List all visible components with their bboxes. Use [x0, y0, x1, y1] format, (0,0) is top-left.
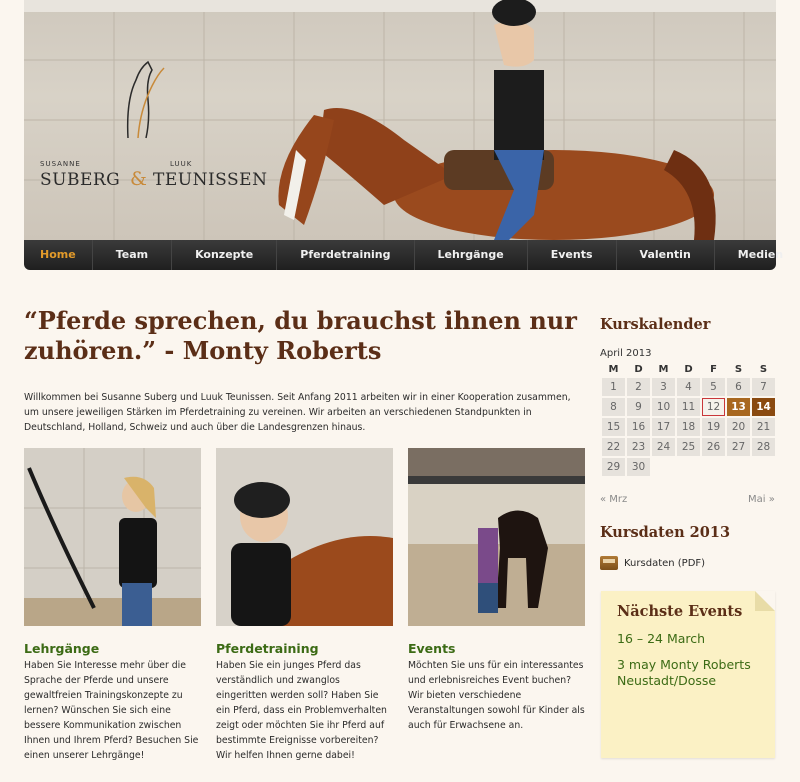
calendar-day[interactable]: 13 — [727, 398, 750, 416]
event-item[interactable]: 16 – 24 March — [617, 631, 706, 646]
calendar-day: 15 — [602, 418, 625, 436]
page-quote: “Pferde sprechen, du brauchst ihnen nur zuhören.” - Monty Roberts — [24, 306, 577, 365]
card-lehrgaenge — [24, 448, 201, 763]
kursdaten-title: Kursdaten 2013 — [600, 524, 731, 541]
intro-text: Willkommen bei Susanne Suberg und Luuk Teunissen. Seit Anfang 2011 arbeiten wir in einer Kooperation zusammen, um unsere jeweiligen Stärken im Pferdetraining zu vereinen. Wir arbeiten an verschiedenen Standpunkten in Deutschland, Holland, Schweiz und auch über die Landesgrenzen hinaus. — [24, 392, 571, 433]
nav-pferdetraining[interactable]: Pferdetraining — [277, 240, 414, 270]
site-logo[interactable] — [40, 60, 268, 200]
next-events-note — [601, 591, 775, 758]
lehrgaenge-photo[interactable] — [24, 448, 201, 626]
calendar-empty-cell — [727, 458, 750, 476]
card-text-pferdetraining: Haben Sie ein junges Pferd das verständlich und zwanglos eingeritten werden soll? Haben Sie ein Pferd, dass ein Problemverhalten zeigt oder möchten Sie ihr Pferd auf bestimmte Ereignisse vorbereiten? Wir helfen Ihnen gerne dabei! — [216, 660, 387, 761]
calendar-day[interactable]: 14 — [752, 398, 775, 416]
calendar-day: 21 — [752, 418, 775, 436]
weekday-header: D — [634, 363, 643, 375]
weekday-header: M — [658, 363, 669, 375]
calendar-day: 11 — [677, 398, 700, 416]
card-text-events: Möchten Sie uns für ein interessantes und erlebnisreiches Event buchen? Wir bieten verschiedene Veranstaltungen sowohl für Kinder als auch für Erwachsene an. — [408, 660, 585, 731]
calendar-day: 9 — [627, 398, 650, 416]
calendar-empty-cell — [677, 458, 700, 476]
calendar-day: 19 — [702, 418, 725, 436]
event-item[interactable]: 3 may Monty Roberts Neustadt/Dosse — [617, 657, 751, 688]
calendar-next-link[interactable]: Mai » — [748, 494, 775, 505]
calendar-day: 26 — [702, 438, 725, 456]
nav-home[interactable]: Home — [24, 240, 93, 270]
card-title-lehrgaenge[interactable]: Lehrgänge — [24, 641, 100, 656]
weekday-header: D — [684, 363, 693, 375]
calendar-day: 27 — [727, 438, 750, 456]
next-events-title: Nächste Events — [617, 603, 743, 620]
card-text-lehrgaenge: Haben Sie Interesse mehr über die Sprache der Pferde und unsere gewaltfreien Trainingskonzepte zu lernen? Wünschen Sie sich eine bessere Kommunikation zwischen Ihnen und Ihrem Pferd? Besuchen Sie einen unserer Lehrgänge! — [24, 660, 199, 761]
calendar-week — [602, 378, 775, 396]
course-calendar — [600, 360, 777, 478]
calendar-empty-cell — [652, 458, 675, 476]
calendar-empty-cell — [702, 458, 725, 476]
calendar-day: 10 — [652, 398, 675, 416]
header-banner — [24, 0, 776, 240]
calendar-day: 30 — [627, 458, 650, 476]
pdf-file-icon — [600, 556, 618, 570]
nav-team[interactable]: Team — [93, 240, 172, 270]
calendar-week — [602, 418, 775, 436]
calendar-day: 23 — [627, 438, 650, 456]
card-events — [408, 448, 585, 733]
card-title-events[interactable]: Events — [408, 641, 456, 656]
events-photo[interactable] — [408, 448, 585, 626]
calendar-prev-link[interactable]: « Mrz — [600, 494, 628, 505]
calendar-empty-cell — [752, 458, 775, 476]
calendar-day: 18 — [677, 418, 700, 436]
pferdetraining-photo[interactable] — [216, 448, 393, 626]
calendar-day: 4 — [677, 378, 700, 396]
calendar-month: April 2013 — [600, 348, 652, 359]
calendar-day: 1 — [602, 378, 625, 396]
calendar-title: Kurskalender — [600, 316, 711, 333]
calendar-day: 28 — [752, 438, 775, 456]
nav-events[interactable]: Events — [528, 240, 617, 270]
calendar-day: 22 — [602, 438, 625, 456]
weekday-header: M — [608, 363, 619, 375]
nav-lehrgaenge[interactable]: Lehrgänge — [415, 240, 528, 270]
calendar-day: 8 — [602, 398, 625, 416]
calendar-day: 3 — [652, 378, 675, 396]
calendar-day: 29 — [602, 458, 625, 476]
calendar-week — [602, 398, 775, 416]
calendar-day: 5 — [702, 378, 725, 396]
calendar-day: 25 — [677, 438, 700, 456]
nav-valentin[interactable]: Valentin — [617, 240, 715, 270]
calendar-week — [602, 438, 775, 456]
weekday-header: F — [710, 363, 717, 375]
calendar-day: 20 — [727, 418, 750, 436]
calendar-day: 16 — [627, 418, 650, 436]
calendar-day: 17 — [652, 418, 675, 436]
calendar-day: 24 — [652, 438, 675, 456]
calendar-day: 6 — [727, 378, 750, 396]
calendar-day: 2 — [627, 378, 650, 396]
card-title-pferdetraining[interactable]: Pferdetraining — [216, 641, 319, 656]
card-pferdetraining — [216, 448, 393, 763]
pdf-link-label: Kursdaten (PDF) — [624, 557, 706, 569]
logo-surname-left: SUBERG — [40, 170, 121, 190]
nav-konzepte[interactable]: Konzepte — [172, 240, 277, 270]
logo-surname-right: TEUNISSEN — [153, 170, 268, 190]
calendar-day: 12 — [702, 398, 725, 416]
calendar-week — [602, 458, 775, 476]
horse-logo-icon — [108, 60, 168, 140]
logo-firstname-left: SUSANNE — [40, 160, 81, 168]
weekday-header: S — [759, 363, 768, 375]
kursdaten-pdf-link[interactable] — [600, 556, 705, 570]
weekday-header: S — [734, 363, 743, 375]
nav-medien[interactable]: Medien — [715, 240, 800, 270]
main-nav — [24, 240, 784, 270]
logo-ampersand: & — [130, 168, 148, 190]
logo-firstname-right: LUUK — [170, 160, 193, 168]
calendar-day: 7 — [752, 378, 775, 396]
